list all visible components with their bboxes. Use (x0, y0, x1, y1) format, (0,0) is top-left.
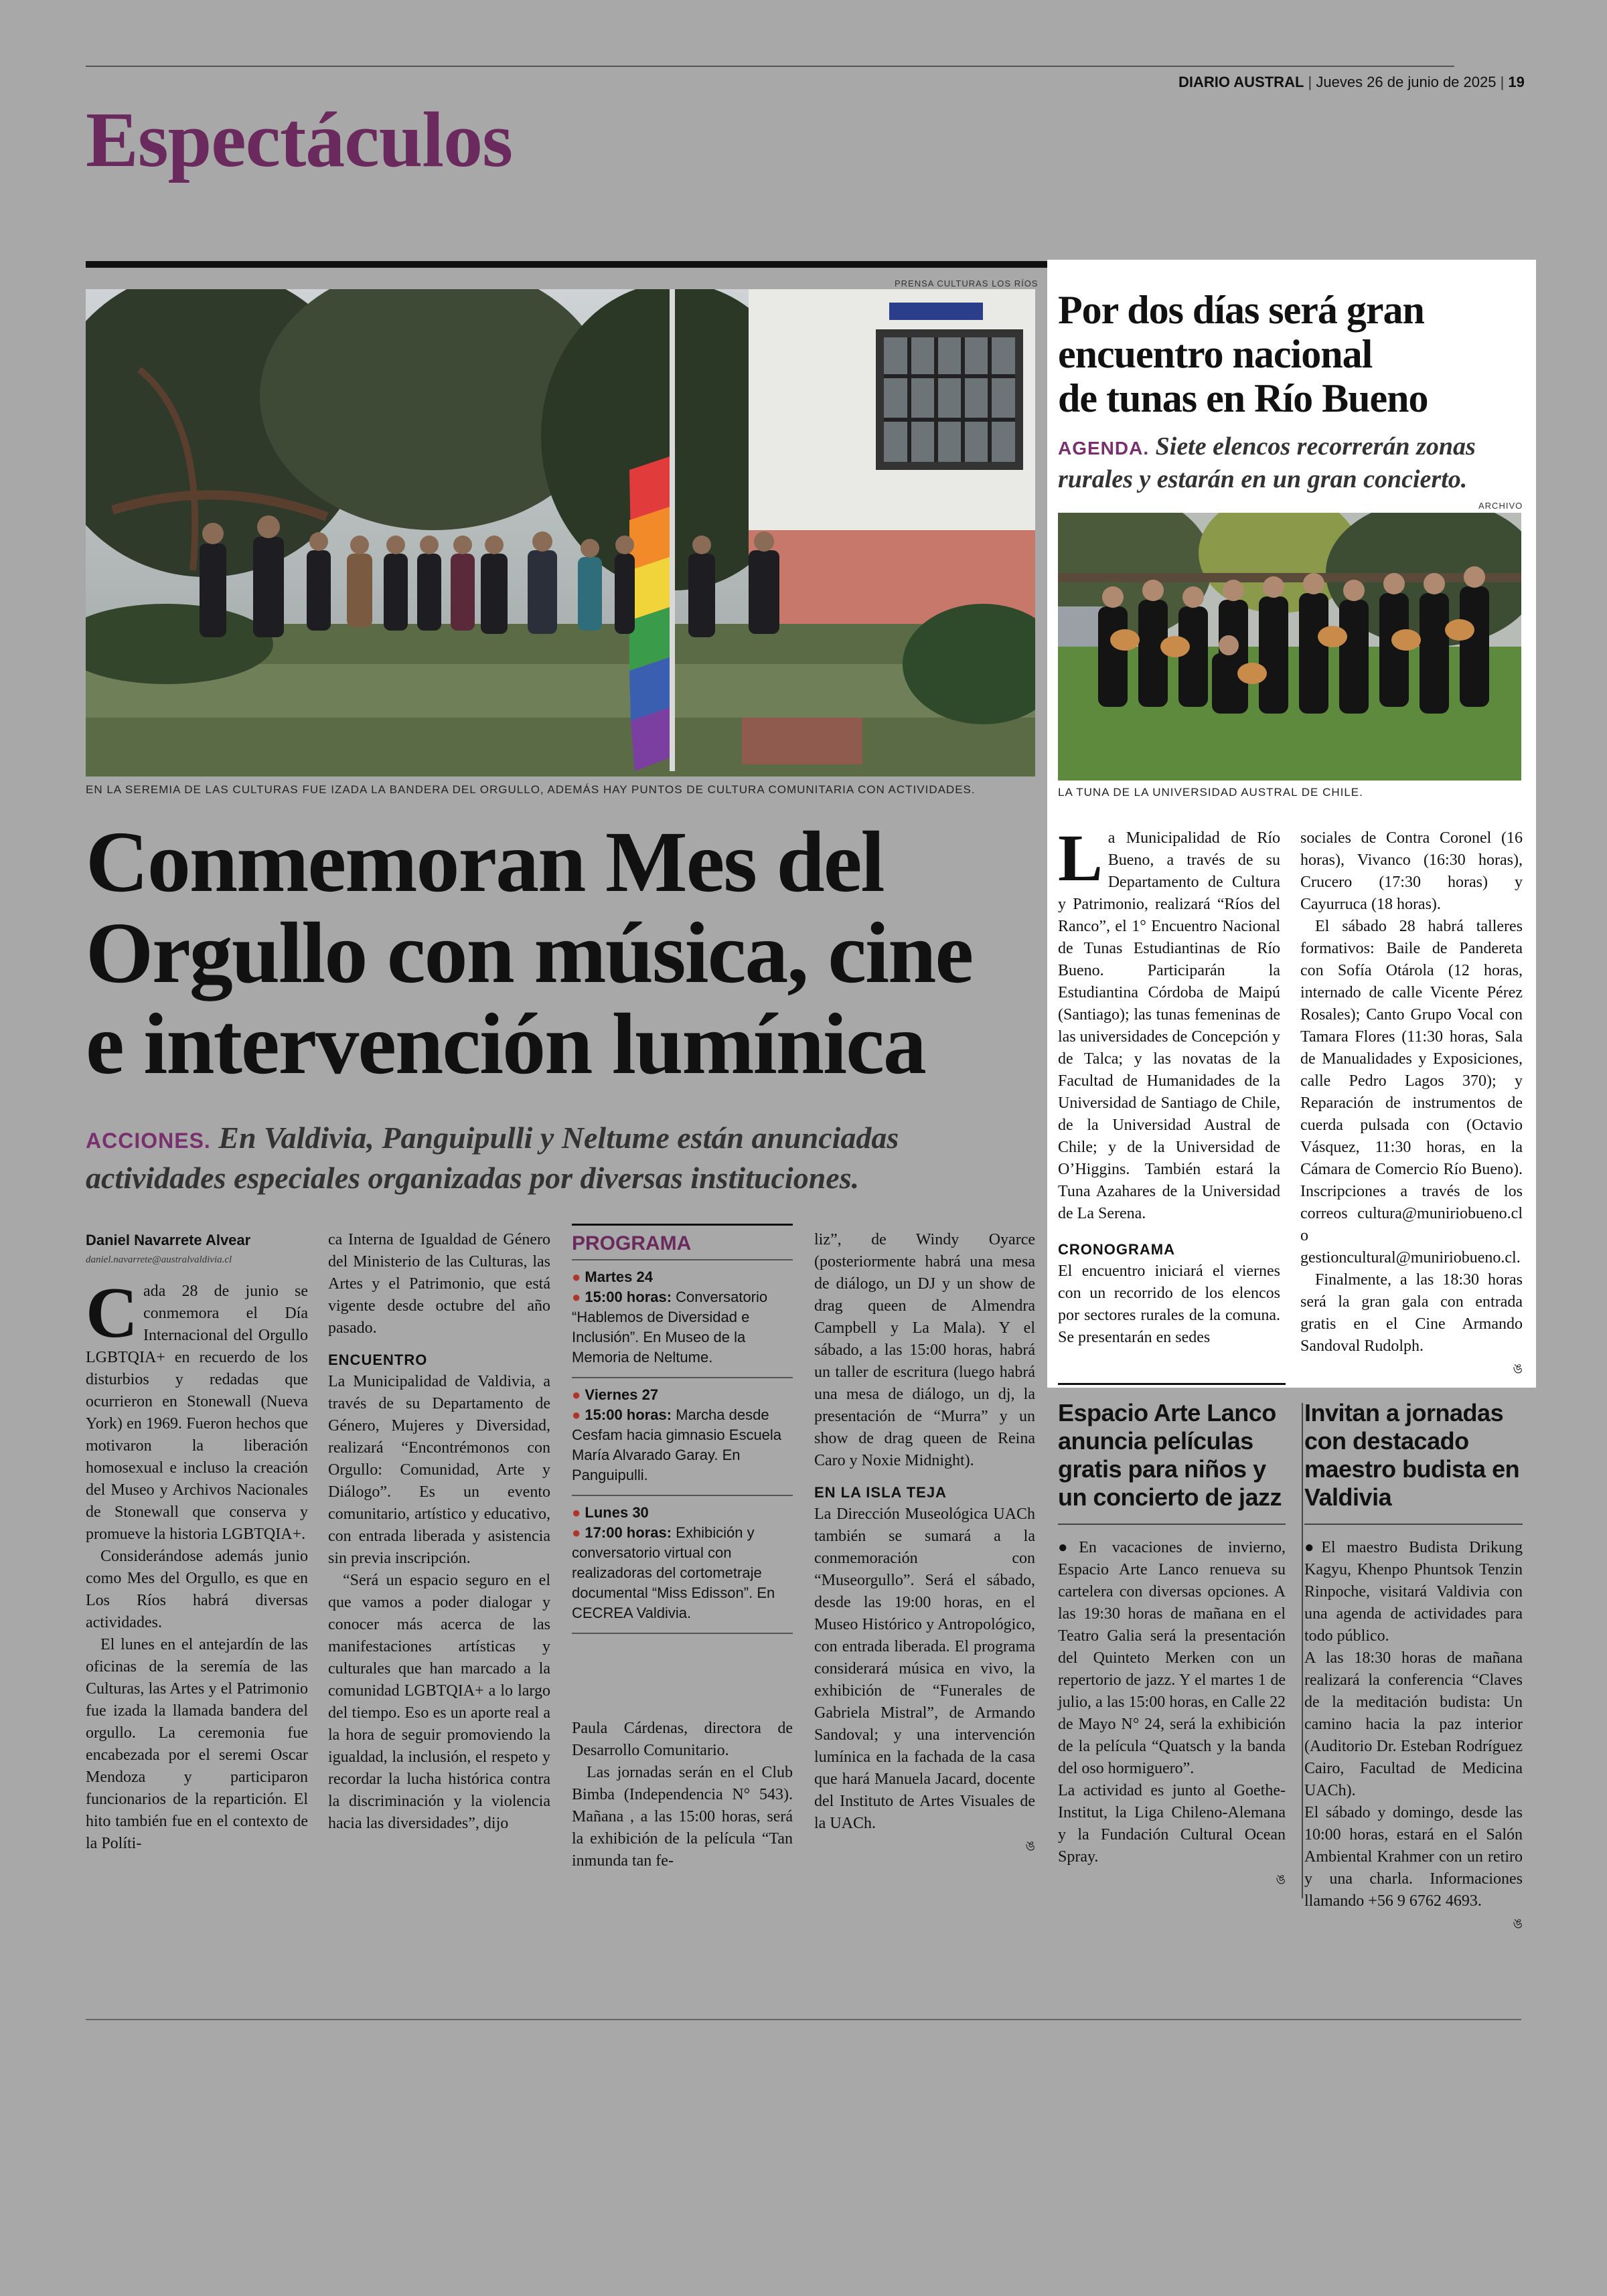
programa-item (572, 1377, 793, 1495)
brief-lanco-body (1058, 1537, 1286, 1891)
programa-day: Martes 24 (585, 1268, 653, 1285)
programa-box (572, 1224, 793, 1634)
brief-budista-body (1304, 1537, 1523, 1935)
tunas-dropcap: L (1058, 821, 1103, 895)
programa-list (572, 1259, 793, 1634)
end-mark-icon: ঙ (1513, 1362, 1523, 1376)
programa-time: 17:00 horas: (585, 1524, 672, 1541)
tunas-col1-p2: El encuentro iniciará el viernes con un recorrido de los elencos por sectores rurales de la comuna. Se presentarán en sedes (1058, 1262, 1280, 1346)
publication-name: DIARIO AUSTRAL (1178, 74, 1304, 90)
main-headline (86, 814, 973, 1092)
bottom-rule (86, 2019, 1521, 2020)
subhead-cronograma: CRONOGRAMA (1058, 1241, 1175, 1258)
programa-text: Exhibición y conversatorio virtual con realizadoras del cortometraje documental “Miss Edisson”. En CECREA Valdivia. (572, 1524, 775, 1621)
tunas-col1-p1: a Municipalidad de Río Bueno, a través de su Departamento de Cultura y Patrimonio, realizará “Ríos del Ranco”, el 1° Encuentro Nacional de Tunas Estudiantinas de Río Bueno. Participarán la Estudiantina Córdoba de Maipú (Santiago); las tunas femeninas de las universidades de Concepción y de Talca; y las novatas de la Facultad de Humanidades de la Universidad de Santiago de Chile, de la Universidad Austral de Chile; y de la Universidad de O’Higgins. También estará la Tuna Azahares de la Universidad de La Serena. (1058, 829, 1280, 1222)
bullet-icon: ● (1304, 1539, 1322, 1556)
main-deck-text: En Valdivia, Panguipulli y Neltume están anunciadas actividades especiales organizadas por diversas instituciones. (86, 1121, 899, 1195)
tunas-photo-credit: ARCHIVO (1478, 501, 1523, 511)
bullet-icon: ● (572, 1268, 581, 1285)
tunas-deck (1058, 431, 1520, 495)
folio: DIARIO AUSTRAL | Jueves 26 de junio de 2025 | 19 (1178, 74, 1525, 90)
main-photo-credit: PRENSA CULTURAS LOS RÍOS (895, 278, 1039, 289)
main-col2-p3: “Será un espacio seguro en el que vamos a poder dialogar y conocer más acerca de las manifestaciones artísticas y culturales que han marcado a la comunidad LGBTQIA+ a lo largo del tiempo. Eso es un aporte real a la hora de seguir promoviendo la igualdad, la inclusión, el respeto y recordar la lucha histórica contra la discriminación y la violencia hacia las diversidades”, dijo (328, 1572, 550, 1832)
tunas-col2-p3: Finalmente, a las 18:30 horas será la gran gala con entrada gratis en el Cine Armando Sandoval Rudolph. (1300, 1271, 1523, 1355)
tunas-headline-line-3: de tunas en Río Bueno (1058, 376, 1428, 420)
byline: Daniel Navarrete Alvear (86, 1232, 251, 1248)
brief-lanco-p2: La actividad es junto al Goethe-Institut, la Liga Chileno-Alemana y la Fundación Cultural Ocean Spray. (1058, 1782, 1286, 1866)
brief-lanco-p1: En vacaciones de invierno, Espacio Arte Lanco renueva su cartelera con diversas opciones. A las 19:30 horas de mañana en el Teatro Galia será la presentación del Quinteto Merken con un repertorio de jazz. Y el martes 1 de julio, a las 15:00 horas, en Calle 22 de Mayo N° 24, será la exhibición de la película “Quatsch y la banda del oso hormiguero”. (1058, 1539, 1286, 1777)
programa-item (572, 1259, 793, 1377)
main-column-3 (572, 1718, 793, 1872)
main-headline-line-2: Orgullo con música, cine (86, 905, 973, 1001)
tunas-kicker: AGENDA. (1058, 438, 1150, 459)
main-photo (86, 289, 1035, 776)
tunas-photo (1058, 513, 1521, 781)
tunas-col2-p2: El sábado 28 habrá talleres formativos: Baile de Pandereta con Sofía Otárola (12 horas, internado de calle Vicente Pérez Rosales); Canto Grupo Vocal con Tamara Flores (11:30 horas, Sala de Manualidades y Exposiciones, calle Pedro Lagos 370); y Reparación de instrumentos de cuerda pulsada con (Octavio Vásquez, 11:30 horas, en la Cámara de Comercio Río Bueno). Inscripciones a través de los correos cultura@muniriobueno.cl o gestioncultural@muniriobueno.cl. (1300, 918, 1523, 1266)
subhead-isla-teja: EN LA ISLA TEJA (814, 1484, 947, 1501)
page-number: 19 (1508, 74, 1525, 90)
end-mark-icon: ঙ (1276, 1872, 1286, 1887)
tunas-column-2 (1300, 827, 1523, 1380)
brief-lanco-rule (1058, 1524, 1286, 1525)
brief-budista-p1: El maestro Budista Drikung Kagyu, Khenpo Phuntsok Tenzin Rinpoche, visitará Valdivia con una agenda de actividades para todo público. (1304, 1539, 1523, 1645)
brief-budista-p3: El sábado y domingo, desde las 10:00 horas, estará en el Salón Ambiental Krahmer con un retiro y una charla. Informaciones llamando +56 9 6762 4693. (1304, 1804, 1523, 1910)
pride-flag-ceremony-image (86, 289, 1035, 776)
main-column-4 (814, 1229, 1035, 1858)
programa-text: Conversatorio “Hablemos de Diversidad e Inclusión”. En Museo de la Memoria de Neltume. (572, 1289, 768, 1366)
programa-title: PROGRAMA (572, 1232, 692, 1254)
main-col1-p3: El lunes en el antejardín de las oficinas de la seremía de las Culturas, las Artes y el Patrimonio fue izada la llamada bandera del orgullo. La ceremonia fue encabezada por el seremi Oscar Mendoza y participaron funcionarios de la repartición. El hito también fue en el contexto de la Políti- (86, 1636, 308, 1852)
bullet-icon: ● (572, 1386, 581, 1403)
main-column-1 (86, 1229, 308, 1855)
dropcap: C (86, 1273, 138, 1353)
main-col2-p2: La Municipalidad de Valdivia, a través de su Departamento de Género, Mujeres y Diversidad, realizará “Encontrémonos con Orgullo: Comunidad, Arte y Diálogo”. Es un evento comunitario, artístico y educativo, con entrada liberada y asistencia sin previa inscripción. (328, 1373, 550, 1567)
bullet-icon: ● (572, 1406, 581, 1423)
bullet-icon: ● (1058, 1539, 1079, 1556)
tunas-headline-line-1: Por dos días será gran (1058, 288, 1424, 332)
programa-text: Marcha desde Cesfam hacia gimnasio Escuela María Alvarado Garay. En Panguipulli. (572, 1406, 782, 1483)
tunas-headline (1058, 288, 1520, 420)
tuna-group-image (1058, 513, 1521, 781)
subhead-encuentro: ENCUENTRO (328, 1351, 428, 1368)
programa-time: 15:00 horas: (585, 1289, 672, 1305)
main-photo-caption: EN LA SEREMIA DE LAS CULTURAS FUE IZADA LA BANDERA DEL ORGULLO, ADEMÁS HAY PUNTOS DE CULTURA COMUNITARIA CON ACTIVIDADES. (86, 783, 976, 796)
top-rule (86, 66, 1454, 67)
programa-day: Lunes 30 (585, 1504, 649, 1521)
main-col4-p1: liz”, de Windy Oyarce (posteriormente habrá una mesa de diálogo, un DJ y un show de drag queen de Almendra Campbell y La Mala). Y el sábado, a las 15:00 horas, habrá un taller de escritura (luego habrá una mesa de diálogo, un dj, la presentación de “Murra” y un show de drag queen de Reina Caro y Noxie Midnight). (814, 1231, 1035, 1469)
main-deck (86, 1119, 1037, 1197)
tunas-photo-caption: LA TUNA DE LA UNIVERSIDAD AUSTRAL DE CHILE. (1058, 786, 1363, 799)
programa-item (572, 1495, 793, 1634)
issue-date: Jueves 26 de junio de 2025 (1316, 74, 1497, 90)
bullet-icon: ● (572, 1289, 581, 1305)
tunas-headline-line-2: encuentro nacional (1058, 332, 1373, 376)
main-col3-p2: Las jornadas serán en el Club Bimba (Independencia N° 543). Mañana , a las 15:00 horas, será la exhibición de la película “Tan inmunda tan fe- (572, 1764, 793, 1870)
byline-email: daniel.navarrete@australvaldivia.cl (86, 1254, 232, 1265)
main-col4-p2: La Dirección Museológica UACh también se sumará a la conmemoración con “Museorgullo”. Será el sábado, desde las 19:00 horas, en el Museo Histórico y Antropológico, con entrada liberada. El programa considerará música en vivo, la exhibición de “Funerales de Gabriela Mistral”, de Armando Sandoval; y una intervención lumínica en la fachada de la casa que hará Manuela Jacard, docente del Instituto de Artes Visuales de la UACh. (814, 1505, 1035, 1832)
brief-lanco-headline: Espacio Arte Lanco anuncia películas gratis para niños y un concierto de jazz (1058, 1399, 1282, 1511)
main-kicker: ACCIONES. (86, 1129, 211, 1153)
main-headline-line-3: e intervención lumínica (86, 996, 925, 1092)
main-column-2 (328, 1229, 550, 1835)
main-col1-p1: ada 28 de junio se conmemora el Día Internacional del Orgullo LGBTQIA+ en recuerdo de los disturbios y redadas que ocurrieron en Stonewall (Nueva York) en 1969. Fueron hechos que motivaron la liberación homosexual e incluso la creación del Museo y Archivos Nacionales de Stonewall que conserva y promueve la historia LGBTQIA+. (86, 1283, 308, 1543)
programa-day: Viernes 27 (585, 1386, 659, 1403)
brief-budista-p2: A las 18:30 horas de mañana realizará la conferencia “Claves de la meditación budista: Un camino hacia la paz interior (Auditorio Dr. Esteban Rodríguez Cairo, Facultad de Medicina UACh). (1304, 1649, 1523, 1799)
brief-lanco-top-rule (1058, 1383, 1286, 1385)
main-col1-p2: Considerándose además junio como Mes del Orgullo, es que en Los Ríos habrá diversas actividades. (86, 1548, 308, 1631)
main-headline-line-1: Conmemoran Mes del (86, 814, 884, 910)
main-col2-p1: ca Interna de Igualdad de Género del Ministerio de las Culturas, las Artes y el Patrimonio, que está vigente desde octubre del año pasado. (328, 1231, 550, 1337)
tunas-deck-text: Siete elencos recorrerán zonas rurales y estarán en un gran concierto. (1058, 432, 1476, 493)
brief-budista-headline: Invitan a jornadas con destacado maestro budista en Valdivia (1304, 1399, 1520, 1511)
brief-budista-rule (1304, 1524, 1523, 1525)
section-title: Espectáculos (86, 96, 512, 183)
main-col3-p1: Paula Cárdenas, directora de Desarrollo Comunitario. (572, 1720, 793, 1759)
end-mark-icon: ঙ (1513, 1916, 1523, 1931)
brief-divider (1302, 1403, 1303, 1898)
programa-time: 15:00 horas: (585, 1406, 672, 1423)
tunas-column-1 (1058, 821, 1280, 1349)
bullet-icon: ● (572, 1524, 581, 1541)
bullet-icon: ● (572, 1504, 581, 1521)
tunas-col2-p1: sociales de Contra Coronel (16 horas), Vivanco (16:30 horas), Crucero (17:30 horas) y Cayurruca (18 horas). (1300, 829, 1523, 913)
end-mark-icon: ঙ (1025, 1839, 1035, 1854)
